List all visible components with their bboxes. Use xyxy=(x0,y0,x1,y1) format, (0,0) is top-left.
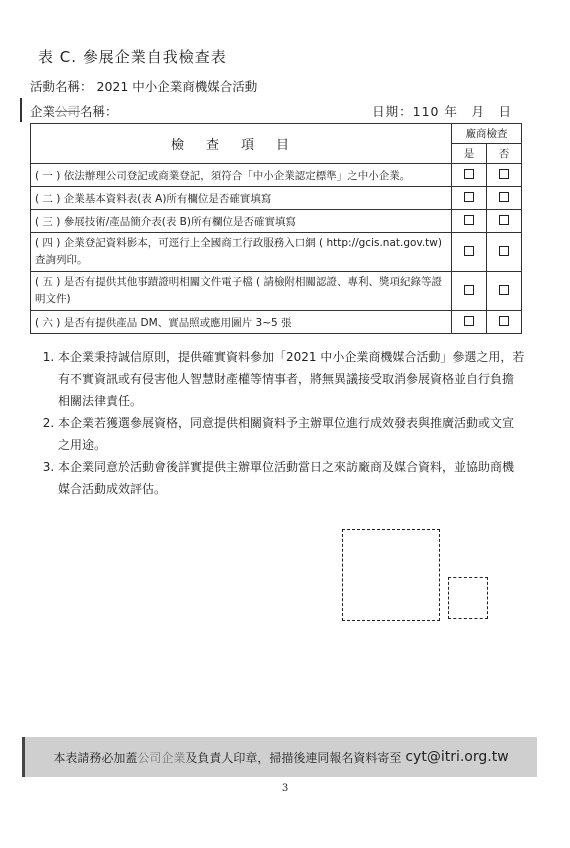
footer-email-link[interactable]: cyt@itri.org.tw xyxy=(405,749,509,765)
no-cell xyxy=(487,210,522,233)
no-cell xyxy=(487,311,522,334)
event-label: 活動名稱： xyxy=(30,79,93,94)
no-cell xyxy=(487,272,522,311)
footer-text-2: 及負責人印章，掃描後連同報名資料寄至 xyxy=(185,750,402,765)
check-item: ( 三 ) 參展技術/產品簡介表(表 B)所有欄位是否確實填寫 xyxy=(31,210,452,233)
yes-cell xyxy=(452,311,487,334)
check-item: ( 六 ) 是否有提供產品 DM、實品照或應用圖片 3~5 張 xyxy=(31,311,452,334)
table-row xyxy=(31,164,522,187)
note-item: 2. 本企業若獲選參展資格，同意提供相關資料予主辦單位進行成效發表與推廣活動或文宣之用途。 xyxy=(58,412,525,456)
page-number: 3 xyxy=(281,783,289,794)
company-seal-box xyxy=(342,529,440,621)
table-row xyxy=(31,311,522,334)
date-field: 日期：110 年 月 日 xyxy=(372,104,512,119)
yes-cell xyxy=(452,210,487,233)
header-yes: 是 xyxy=(452,144,487,164)
footer-instruction xyxy=(22,737,537,777)
footer-grey-text: 公司企業 xyxy=(137,750,186,765)
checklist-table xyxy=(30,123,522,334)
page-title: 表 C. 參展企業自我檢查表 xyxy=(38,48,227,66)
yes-checkbox[interactable] xyxy=(464,316,474,326)
header-no: 否 xyxy=(487,144,522,164)
note-item: 1. 本企業秉持誠信原則，提供確實資料參加「2021 中小企業商機媒合活動」參選之用，若有不實資訊或有侵害他人智慧財產權等情事者，將無異議接受取消參展資格並自行負擔相關法律責任。 xyxy=(58,346,525,412)
yes-checkbox[interactable] xyxy=(464,192,474,202)
no-checkbox[interactable] xyxy=(499,285,509,295)
representative-seal-box xyxy=(448,577,488,619)
yes-cell xyxy=(452,272,487,311)
company-prefix: 企業 xyxy=(30,104,56,119)
company-name-line xyxy=(30,102,118,120)
notes-section xyxy=(30,346,525,500)
no-cell xyxy=(487,187,522,210)
company-struck-text: 公司 xyxy=(55,104,81,119)
check-item: ( 一 ) 依法辦理公司登記或商業登記，須符合「中小企業認定標準」之中小企業。 xyxy=(31,164,452,187)
check-item: ( 二 ) 企業基本資料表(表 A)所有欄位是否確實填寫 xyxy=(31,187,452,210)
yes-checkbox[interactable] xyxy=(464,246,474,256)
no-checkbox[interactable] xyxy=(499,169,509,179)
check-item: ( 五 ) 是否有提供其他事蹟證明相關文件電子檔 ( 請檢附相關認證、專利、獎項紀錄等證明文件) xyxy=(31,272,452,311)
header-vendor-check: 廠商檢查 xyxy=(452,124,522,144)
table-row xyxy=(31,210,522,233)
yes-cell xyxy=(452,187,487,210)
margin-bar xyxy=(20,98,22,122)
event-name: 2021 中小企業商機媒合活動 xyxy=(96,79,258,94)
footer-text-1: 本表請務必加蓋 xyxy=(53,750,138,765)
no-cell xyxy=(487,233,522,272)
yes-checkbox[interactable] xyxy=(464,169,474,179)
no-checkbox[interactable] xyxy=(499,192,509,202)
yes-checkbox[interactable] xyxy=(464,285,474,295)
yes-cell xyxy=(452,233,487,272)
yes-cell xyxy=(452,164,487,187)
no-checkbox[interactable] xyxy=(499,246,509,256)
yes-checkbox[interactable] xyxy=(464,215,474,225)
no-checkbox[interactable] xyxy=(499,215,509,225)
table-row xyxy=(31,272,522,311)
header-check-items: 檢查項目 xyxy=(31,124,452,164)
table-row xyxy=(31,187,522,210)
no-checkbox[interactable] xyxy=(499,316,509,326)
check-item: ( 四 ) 企業登記資料影本，可逕行上全國商工行政服務入口網 ( http://gcis.nat.gov.tw)查詢列印。 xyxy=(31,233,452,272)
note-item: 3. 本企業同意於活動會後詳實提供主辦單位活動當日之來訪廠商及媒合資料，並協助商機媒合活動成效評估。 xyxy=(58,456,525,500)
event-name-line xyxy=(30,77,257,95)
table-row xyxy=(31,233,522,272)
company-suffix: 名稱： xyxy=(80,104,118,119)
no-cell xyxy=(487,164,522,187)
